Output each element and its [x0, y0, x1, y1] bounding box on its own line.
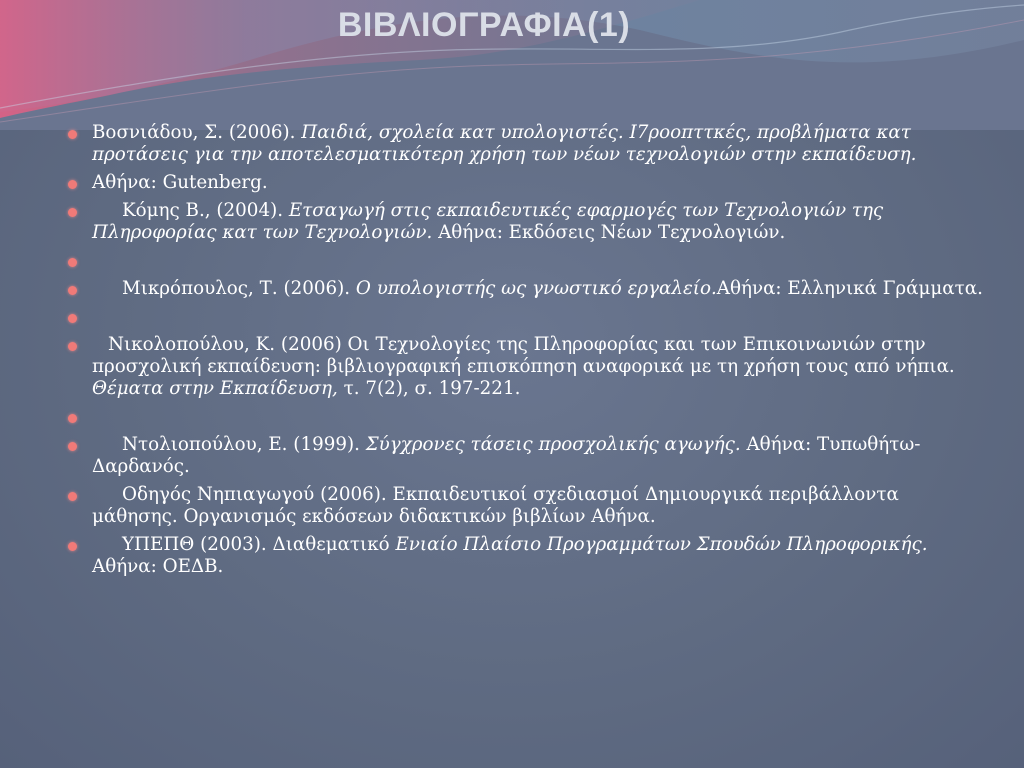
- reference-publisher: Αθήνα: Ελληνικά Γράμματα.: [716, 278, 983, 299]
- reference-text: Κόμης Β., (2004).: [122, 200, 289, 221]
- reference-text: Ντολιοπούλου, Ε. (1999).: [122, 434, 366, 455]
- bullet-icon: [68, 130, 77, 139]
- list-item: [64, 434, 984, 478]
- bullet-icon: [68, 414, 77, 423]
- reference-text: Βοσνιάδου, Σ. (2006).: [92, 122, 302, 143]
- reference-title: Σύγχρονες τάσεις προσχολικής αγωγής.: [365, 434, 741, 455]
- list-item: [64, 278, 984, 300]
- bibliography-list: [64, 122, 984, 584]
- reference-text: Αθήνα: Gutenberg.: [92, 172, 268, 193]
- list-item: [64, 172, 984, 194]
- list-item: [64, 122, 984, 166]
- reference-title: Παιδιά, σχολεία κατ υπολογιστές. Ι7ροοπττκές, προβλήματα κατ προτάσεις για την αποτελεσματικότερη χρήση των νέων τεχνολογιών στην εκπαίδευση.: [92, 122, 917, 165]
- bullet-icon: [68, 342, 77, 351]
- bullet-icon: [68, 286, 77, 295]
- reference-title: Θέματα στην Εκπαίδευση,: [92, 378, 338, 399]
- reference-title: Ετσαγωγή στις εκπαιδευτικές εφαρμογές των Τεχνολογιών της Πληροφορίας κατ των Τεχνολογιών.: [92, 200, 884, 243]
- reference-text: ΥΠΕΠΘ (2003). Διαθεματικό: [122, 534, 396, 555]
- reference-publisher: τ. 7(2), σ. 197-221.: [337, 378, 521, 399]
- bullet-icon: [68, 442, 77, 451]
- reference-text: Μικρόπουλος, Τ. (2006).: [122, 278, 356, 299]
- reference-text: Νικολοπούλου, Κ. (2006) Οι Τεχνολογίες της Πληροφορίας και των Επικοινωνιών στην προσχολική εκπαίδευση: βιβλιογραφική επισκόπηση αναφορικά με τη χρήση τους από νήπια.: [92, 334, 955, 377]
- list-item: [64, 334, 984, 400]
- bullet-icon: [68, 492, 77, 501]
- bullet-icon: [68, 542, 77, 551]
- list-item: [64, 484, 984, 528]
- reference-publisher: Αθήνα: Εκδόσεις Νέων Τεχνολογιών.: [432, 222, 786, 243]
- reference-title: Ενιαίο Πλαίσιο Προγραμμάτων Σπουδών Πληροφορικής.: [395, 534, 928, 555]
- empty-list-item: [64, 406, 984, 428]
- bullet-icon: [68, 314, 77, 323]
- list-item: [64, 534, 984, 578]
- bullet-icon: [68, 208, 77, 217]
- empty-list-item: [64, 306, 984, 328]
- reference-title: Ο υπολογιστής ως γνωστικό εργαλείο.: [355, 278, 717, 299]
- list-item: [64, 200, 984, 244]
- bullet-icon: [68, 180, 77, 189]
- reference-text: Οδηγός Νηπιαγωγού (2006). Εκπαιδευτικοί σχεδιασμοί Δημιουργικά περιβάλλοντα μάθησης. Οργανισμός εκδόσεων διδακτικών βιβλίων Αθήνα.: [92, 484, 899, 527]
- reference-publisher: Αθήνα: ΟΕΔΒ.: [92, 556, 224, 577]
- bullet-icon: [68, 258, 77, 267]
- empty-list-item: [64, 250, 984, 272]
- slide-title: ΒΙΒΛΙΟΓΡΑΦΙΑ(1): [337, 6, 631, 44]
- reference-publisher: Αθήνα: Τυπωθήτω-Δαρδανός.: [92, 434, 921, 477]
